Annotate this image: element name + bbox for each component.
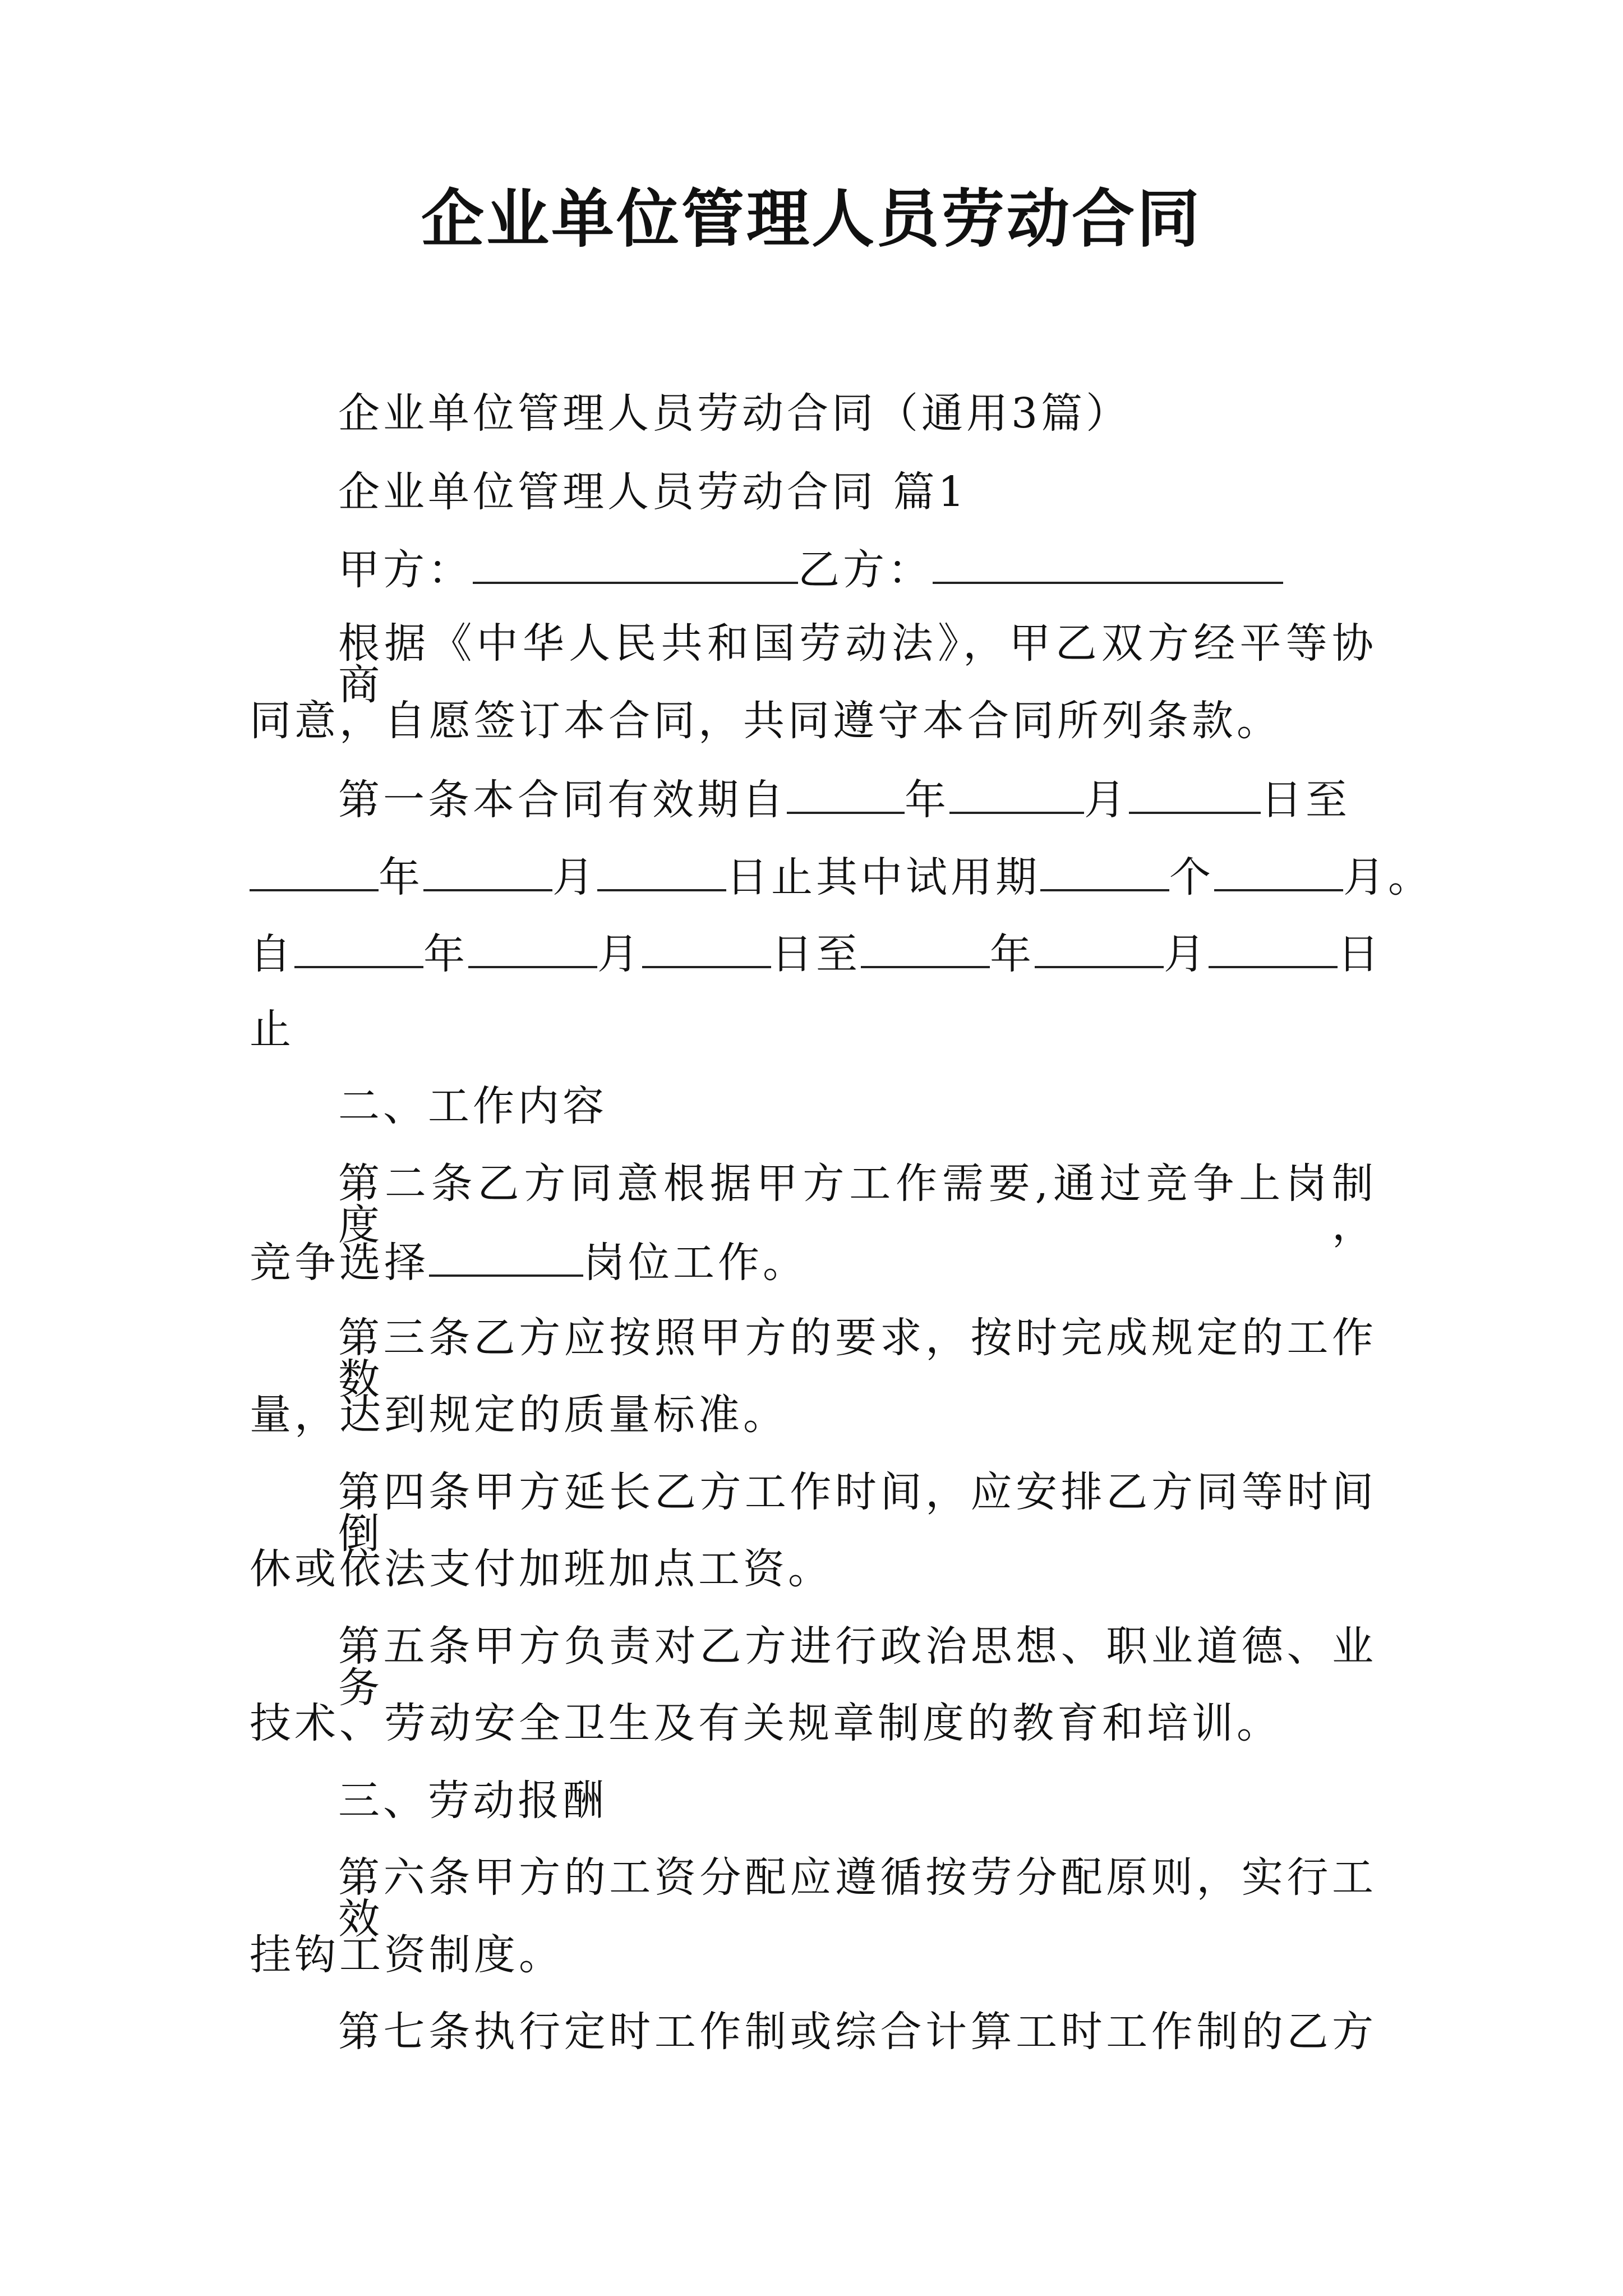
year-label: 年 <box>379 853 423 901</box>
day-to-label: 日至 <box>1261 776 1350 824</box>
article-6-line-2: 挂钩工资制度。 <box>250 1931 564 1979</box>
section-title: 企业单位管理人员劳动合同 篇1 <box>338 468 968 516</box>
parties-line <box>338 546 1283 594</box>
day-to-label: 日至 <box>771 930 861 978</box>
article-6-line-1: 第六条甲方的工资分配应遵循按劳分配原则，实行工效 <box>338 1853 1377 1943</box>
article-1-prefix: 第一条本合同有效期自 <box>338 776 787 824</box>
position-blank <box>429 1240 583 1277</box>
blank <box>861 931 990 968</box>
article-1-line-2 <box>250 853 1433 901</box>
from-label: 自 <box>250 930 294 978</box>
document-title: 企业单位管理人员劳动合同 <box>421 182 1202 256</box>
article-2-line-2 <box>250 1239 808 1287</box>
preamble-line-2: 同意，自愿签订本合同，共同遵守本合同所列条款。 <box>250 697 1281 745</box>
article-4-line-2: 休或依法支付加班加点工资。 <box>250 1545 833 1593</box>
blank <box>423 854 552 891</box>
document-subtitle: 企业单位管理人员劳动合同（通用3篇） <box>338 389 1131 438</box>
blank <box>294 931 423 968</box>
article-5-line-2: 技术、劳动安全卫生及有关规章制度的教育和培训。 <box>250 1699 1281 1747</box>
month-label: 月 <box>552 853 597 901</box>
month-end-label: 月。 <box>1343 853 1433 901</box>
article-1-line-4: 止 <box>250 1005 294 1053</box>
heading-pay: 三、劳动报酬 <box>338 1777 607 1825</box>
article-7-line-1: 第七条执行定时工作制或综合计算工时工作制的乙方 <box>338 2008 1377 2056</box>
article-3-line-1: 第三条乙方应按照甲方的要求，按时完成规定的工作数 <box>338 1314 1377 1404</box>
article-2-line-1: 第二条乙方同意根据甲方工作需要,通过竞争上岗制度， <box>338 1159 1377 1249</box>
year-label: 年 <box>423 930 468 978</box>
blank <box>597 854 726 891</box>
article-1-line-1 <box>338 776 1350 824</box>
preamble-line-1: 根据《中华人民共和国劳动法》，甲乙双方经平等协商 <box>338 619 1377 709</box>
year-label: 年 <box>905 776 949 824</box>
day-end-label: 日止其中试用期 <box>726 853 1040 901</box>
ge-label: 个 <box>1169 853 1214 901</box>
article-4-line-1: 第四条甲方延长乙方工作时间，应安排乙方同等时间倒 <box>338 1468 1377 1558</box>
article-2-prefix: 竞争选择 <box>250 1239 429 1287</box>
blank <box>642 931 771 968</box>
blank <box>787 777 905 814</box>
blank <box>1209 931 1338 968</box>
year-label: 年 <box>990 930 1035 978</box>
blank <box>1214 854 1343 891</box>
blank <box>250 854 379 891</box>
blank <box>468 931 597 968</box>
article-2-suffix: 岗位工作。 <box>583 1239 808 1287</box>
article-5-line-1: 第五条甲方负责对乙方进行政治思想、职业道德、业务 <box>338 1622 1377 1712</box>
blank <box>1040 854 1169 891</box>
article-1-line-3 <box>250 930 1382 978</box>
party-a-label: 甲方： <box>338 546 473 594</box>
month-label: 月 <box>1084 776 1129 824</box>
month-label: 月 <box>597 930 642 978</box>
article-3-line-2: 量，达到规定的质量标准。 <box>250 1391 788 1439</box>
party-a-blank <box>473 547 798 584</box>
day-label: 日 <box>1338 930 1382 978</box>
blank <box>1129 777 1261 814</box>
month-label: 月 <box>1164 930 1209 978</box>
party-b-label: 乙方： <box>798 546 933 594</box>
heading-work-content: 二、工作内容 <box>338 1082 607 1130</box>
blank <box>1035 931 1164 968</box>
blank <box>949 777 1084 814</box>
party-b-blank <box>933 547 1283 584</box>
